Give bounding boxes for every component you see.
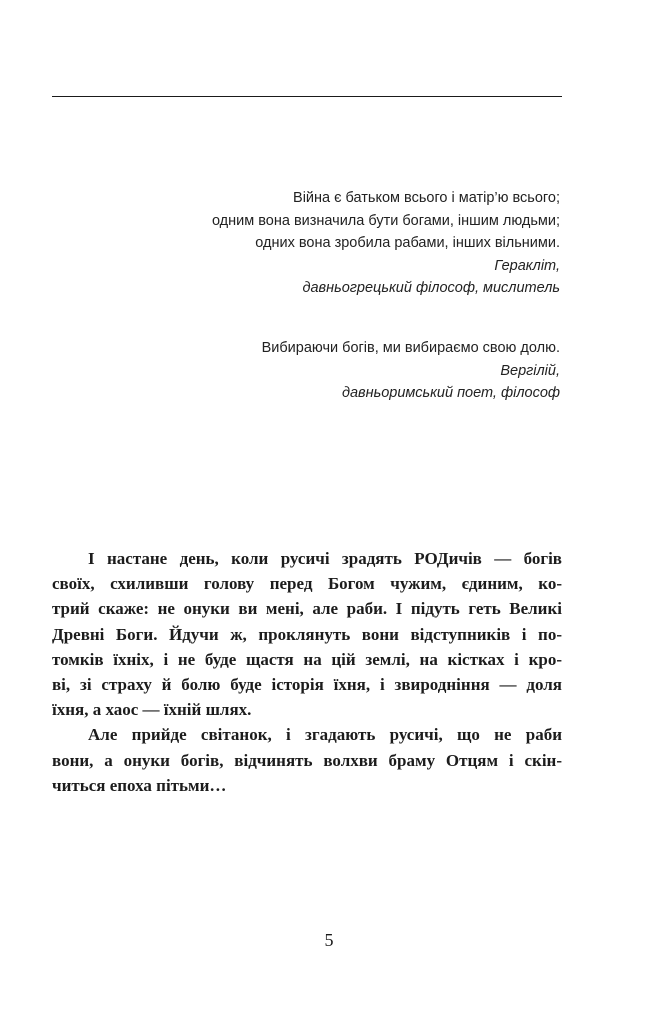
epigraph-author-description: давньогрецький філософ, мислитель <box>302 280 560 296</box>
paragraph <box>52 546 562 722</box>
header-rule <box>52 96 562 97</box>
text-line: вони, а онуки богів, відчинять волхви браму Отцям і скін- <box>52 750 562 770</box>
text-line: їхня, а хаос — їхній шлях. <box>52 700 252 720</box>
text-line: томків їхніх, і не буде щастя на цій землі, на кістках і кро- <box>52 649 562 669</box>
text-line: трий скаже: не онуки ви мені, але раби. І підуть геть Великі <box>52 599 562 619</box>
text-line: Але прийде світанок, і згадають русичі, що не раби <box>88 725 562 745</box>
epigraph-line: одним вона визначила бути богами, іншим людьми; <box>211 212 560 229</box>
paragraph <box>52 722 562 798</box>
text-line: Древні Боги. Йдучи ж, проклянуть вони відступників і по- <box>52 624 562 644</box>
epigraph-line: Війна є батьком всього і матір’ю всього; <box>293 190 560 206</box>
prose-body <box>52 546 562 798</box>
epigraph-author: Геракліт, <box>494 257 560 274</box>
text-line: своїх, схиливши голову перед Богом чужим, єдиним, ко- <box>52 574 562 594</box>
epigraph-author-description: давньоримський поет, філософ <box>341 385 560 401</box>
epigraph-virgil <box>262 337 560 405</box>
epigraph-author: Вергілій, <box>500 362 560 379</box>
page-number: 5 <box>324 930 334 950</box>
text-line: ві, зі страху й болю буде історія їхня, і звиродніння — доля <box>52 675 562 695</box>
epigraph-heraclitus <box>212 187 560 300</box>
text-line: читься епоха пітьми… <box>52 775 227 795</box>
epigraph-line: одних вона зробила рабами, інших вільними. <box>255 235 560 251</box>
text-line: І настане день, коли русичі зрадять РОДичів — богів <box>88 549 562 568</box>
epigraph-line: Вибираючи богів, ми вибираємо свою долю. <box>261 340 560 356</box>
